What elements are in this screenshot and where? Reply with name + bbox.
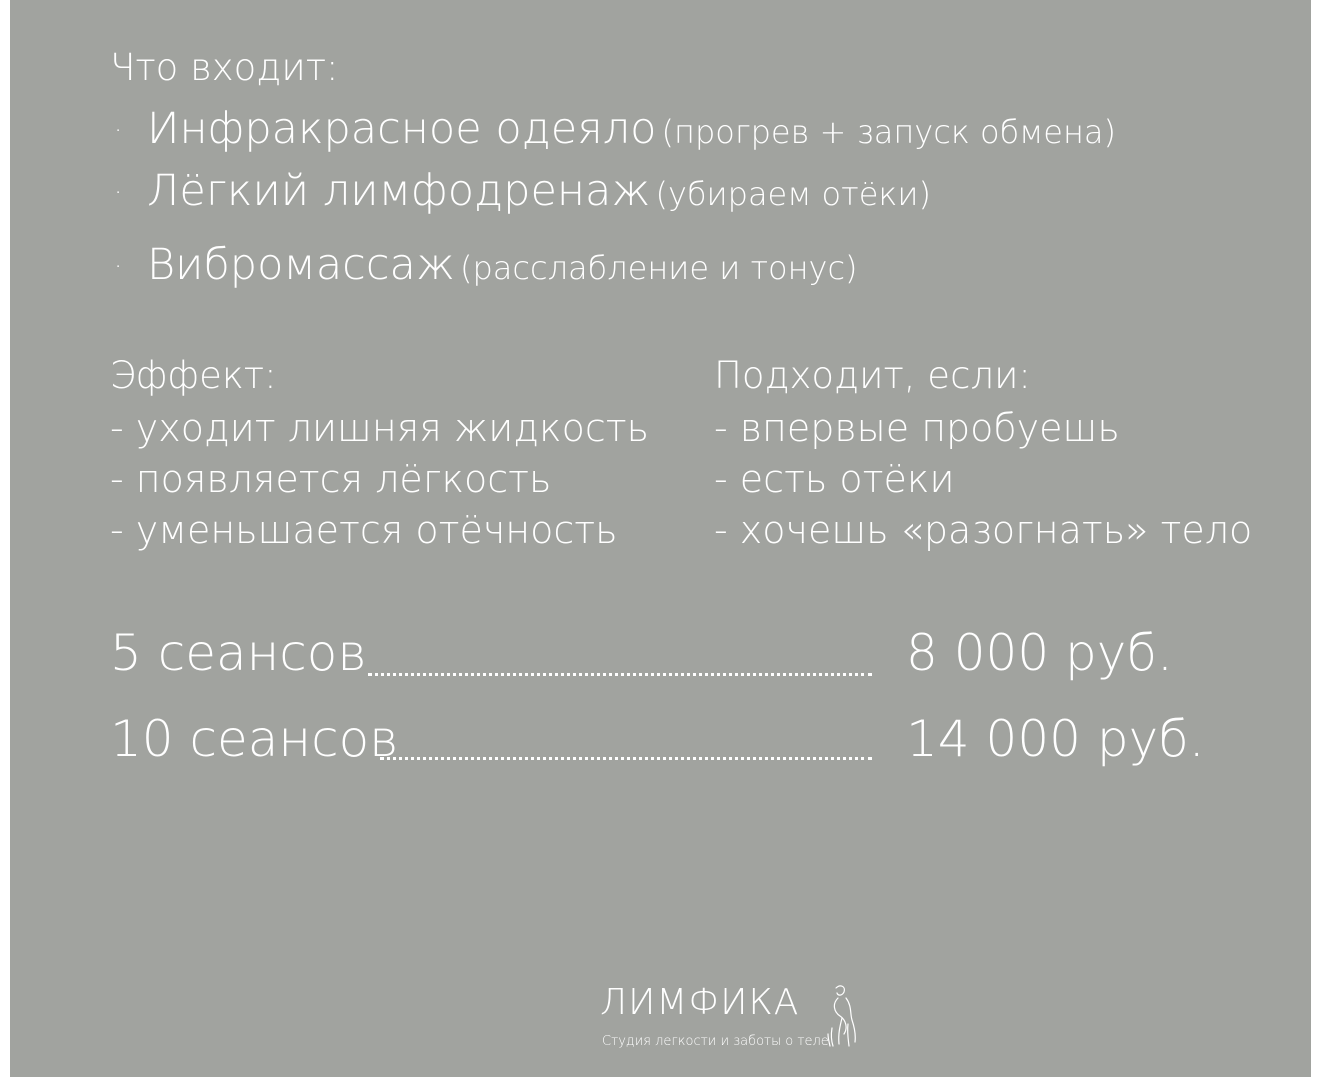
effect-item: - уходит лишняя жидкость [110, 406, 649, 450]
item-note: (прогрев + запуск обмена) [661, 113, 1116, 151]
price-sessions-label: 5 сеансов [110, 624, 367, 682]
bullet-3: · [114, 252, 123, 282]
includes-item-infrared [147, 104, 1116, 154]
item-name: Инфракрасное одеяло [147, 104, 657, 154]
effect-item: - уменьшается отёчность [110, 508, 618, 552]
effect-title: Эффект: [110, 354, 277, 397]
item-note: (расслабление и тонус) [459, 249, 858, 287]
service-card [10, 0, 1311, 1077]
price-leader-dots [380, 757, 872, 760]
price-leader-dots [368, 673, 872, 676]
bullet-1: · [114, 116, 123, 146]
suits-title: Подходит, если: [714, 354, 1031, 397]
suits-item: - хочешь «разогнать» тело [714, 508, 1253, 552]
bullet-2: · [114, 178, 123, 208]
suits-item: - есть отёки [714, 457, 955, 501]
includes-item-lymph [147, 166, 931, 216]
price-value: 8 000 руб. [906, 624, 1173, 682]
includes-title: Что входит: [110, 46, 339, 89]
item-note: (убираем отёки) [655, 175, 931, 213]
logo-tagline: Студия легкости и заботы о теле [602, 1034, 829, 1049]
effect-item: - появляется лёгкость [110, 457, 552, 501]
suits-item: - впервые пробуешь [714, 406, 1120, 450]
includes-item-vibro [147, 240, 858, 290]
price-sessions-label: 10 сеансов [110, 710, 399, 768]
item-name: Вибромассаж [147, 240, 455, 290]
logo-name: ЛИМФИКА [600, 982, 800, 1023]
item-name: Лёгкий лимфодренаж [147, 166, 651, 216]
price-value: 14 000 руб. [906, 710, 1205, 768]
